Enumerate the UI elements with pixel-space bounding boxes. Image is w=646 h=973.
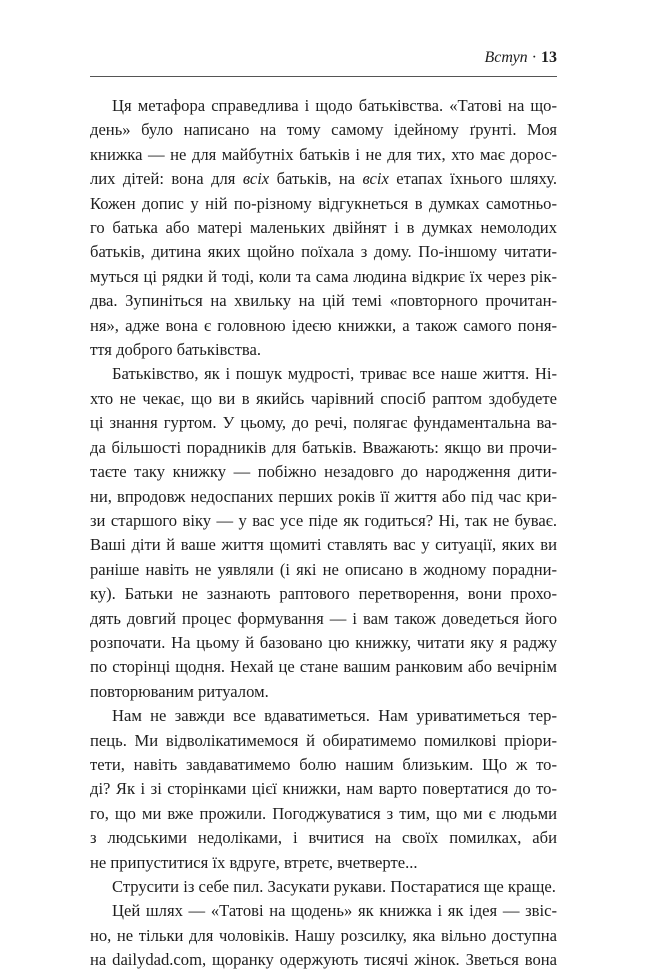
- text-line: не припуститися їх вдруге, втретє, вчетверте...: [90, 852, 418, 872]
- text-line: таєте таку книжку — побіжно незадовго до народження дити-: [90, 462, 557, 482]
- text-line: ни, впродовж недоспаних перших років її життя або під час кри-: [90, 486, 557, 506]
- text-line: книжка — не для майбутніх батьків і не для тих, хто має дорос-: [90, 144, 557, 164]
- paragraph: [90, 899, 557, 972]
- text-line: Кожен допис у ній по-різному відгукнеться в думках самотньо-: [90, 193, 557, 213]
- text-line: Нам не завжди все вдаватиметься. Нам уриватиметься тер-: [112, 706, 557, 726]
- text-line: дять довгий процес формування — і вам також доведеться його: [90, 608, 557, 628]
- text-line: по сторінці щодня. Нехай це стане вашим ранковим або вечірнім: [90, 657, 557, 677]
- text-line: ття доброго батьківства.: [90, 340, 262, 360]
- text-line: Струсити із себе пил. Засукати рукави. Постаратися ще краще.: [112, 877, 556, 896]
- header-rule: [90, 76, 557, 77]
- emphasis-word: всіх: [242, 169, 270, 189]
- text-line: батьків, дитина яких щойно поїхала з дому. По-іншому читати-: [90, 242, 557, 262]
- text-line: лих дітей: вона для всіх батьків, на всіх етапах їхнього шляху.: [90, 169, 558, 189]
- text-line: з людськими недоліками, і вчитися на своїх помилках, аби: [90, 828, 557, 848]
- text-line: да більшості порадників для батьків. Вважають: якщо ви прочи-: [90, 437, 557, 457]
- text-line: го батька або матері маленьких двійнят і в думках немолодих: [90, 218, 557, 238]
- text-line: ня», адже вона є головною ідеєю книжки, а також самого поня-: [90, 315, 557, 335]
- paragraph: [90, 94, 557, 362]
- text-line: муться ці рядки й тоді, коли та сама людина відкриє їх через рік-: [90, 266, 557, 286]
- text-line: ці знання гуртом. У цьому, до речі, полягає фундаментальна ва-: [90, 413, 557, 433]
- text-line: раніше навіть не уявляли (і які не описано в жодному порадни-: [90, 559, 557, 579]
- text-line: повторюваним ритуалом.: [90, 681, 269, 701]
- header-separator: ·: [531, 49, 537, 66]
- text-line: Ця метафора справедлива і щодо батьківства. «Татові на що-: [112, 96, 557, 115]
- body-text: [90, 94, 557, 973]
- text-line: пець. Ми відволікатимемося й обиратимемо помилкові пріори-: [90, 730, 557, 750]
- text-line: Батьківство, як і пошук мудрості, триває все наше життя. Ні-: [112, 364, 557, 384]
- paragraph: [90, 875, 557, 899]
- text-line: хто не чекає, що ви в якийсь чарівний спосіб раптом здобудете: [90, 388, 557, 408]
- text-line: розпочати. На цьому й базовано цю книжку, читати яку я раджу: [90, 632, 557, 652]
- text-line: день» було написано на тому самому ідейному ґрунті. Моя: [90, 120, 557, 140]
- text-line: Цей шлях — «Татові на щодень» як книжка і як ідея — звіс-: [112, 901, 557, 921]
- text-line: но, не тільки для чоловіків. Нашу розсилку, яка вільно доступна: [90, 925, 557, 945]
- text-line: тети, навіть завдаватимемо болю нашим близьким. Що ж то-: [90, 754, 557, 774]
- running-header: [90, 48, 557, 68]
- text-line: Ваші діти й ваше життя щомиті ставлять вас у ситуації, яких ви: [90, 535, 557, 555]
- section-title: Вступ: [484, 49, 528, 66]
- emphasis-word: всіх: [362, 169, 389, 189]
- paragraph: [90, 362, 557, 704]
- paragraph: [90, 704, 557, 875]
- text-line: ді? Як і зі сторінками цієї книжки, нам варто повертатися до то-: [90, 779, 557, 799]
- text-line: два. Зупиніться на хвильку на цій темі «повторного прочитан-: [90, 291, 557, 311]
- text-line: на dailydad.com, щоранку одержують тисячі жінок. Зветься вона: [90, 950, 557, 970]
- text-line: ку). Батьки не зазнають раптового перетворення, вони прохо-: [90, 584, 557, 604]
- page-number: 13: [541, 49, 557, 66]
- text-line: го, що ми вже прожили. Погоджуватися з тим, що ми є людьми: [90, 803, 557, 823]
- text-line: зи старшого віку — у вас усе піде як годиться? Ні, так не буває.: [90, 510, 557, 530]
